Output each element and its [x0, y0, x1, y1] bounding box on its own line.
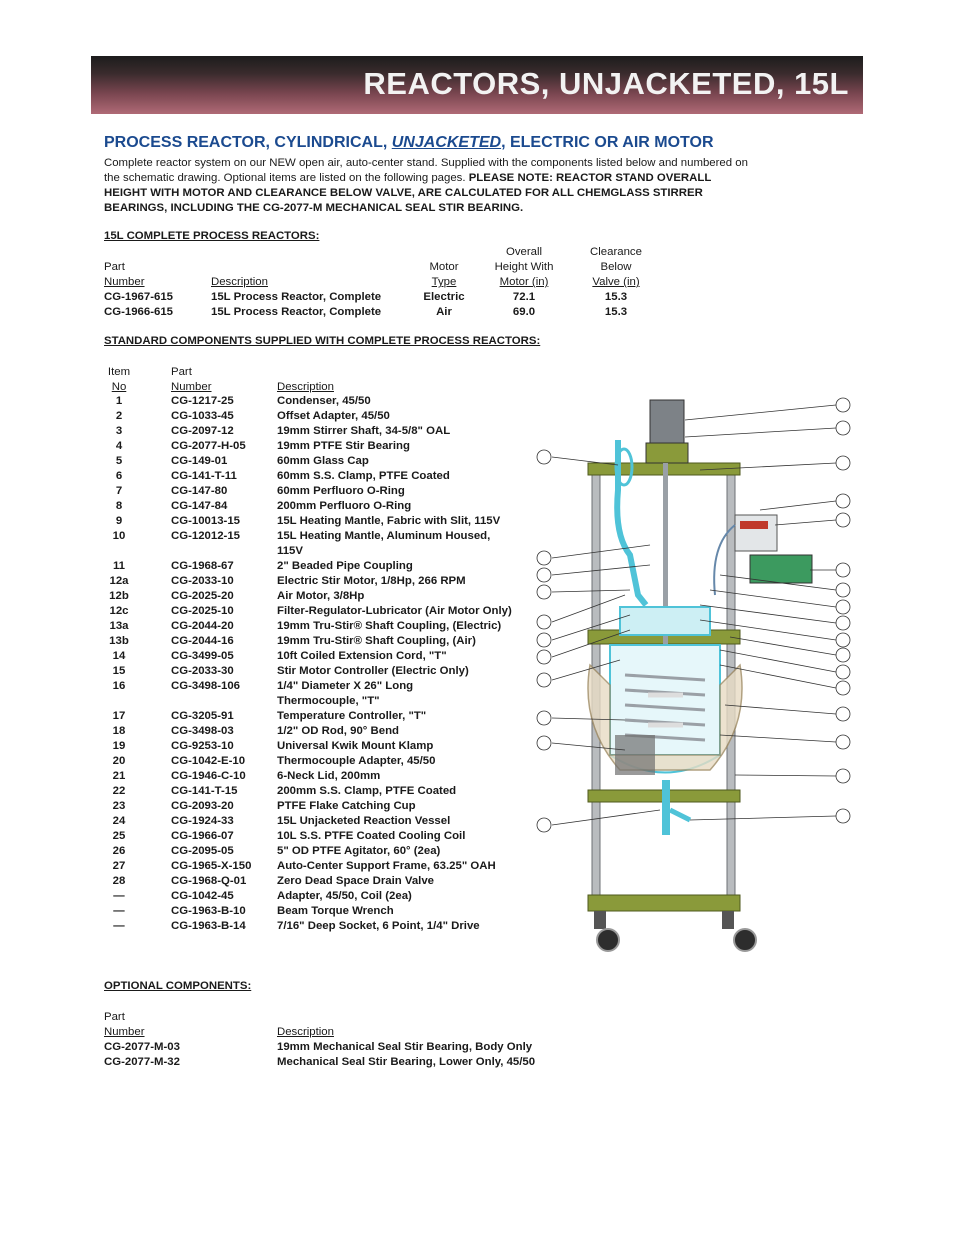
col-below-header: Below: [600, 261, 632, 273]
col-no-header: No: [111, 381, 127, 393]
part-number: CG-3498-03: [171, 725, 234, 737]
description: Offset Adapter, 45/50: [277, 410, 390, 422]
part-number: CG-1967-615: [104, 291, 174, 303]
item-number: —: [113, 920, 125, 932]
part-number: CG-147-80: [171, 485, 228, 497]
description: Auto-Center Support Frame, 63.25" OAH: [277, 860, 496, 872]
description: Mechanical Seal Stir Bearing, Lower Only, 45/50: [277, 1056, 536, 1068]
item-number: 13b: [109, 635, 129, 647]
overall-height: 69.0: [512, 306, 536, 318]
motor-type: Electric: [423, 291, 465, 303]
part-number: CG-2077-M-03: [104, 1041, 180, 1053]
item-number: 6: [115, 470, 123, 482]
item-number: 20: [112, 755, 126, 767]
complete-reactors-title: 15L COMPLETE PROCESS REACTORS:: [104, 230, 320, 242]
six-neck-lid: [620, 607, 710, 635]
part-number: CG-2033-30: [171, 665, 234, 677]
item-number: 24: [112, 815, 126, 827]
description: 1/4" Diameter X 26" Long: [277, 680, 414, 692]
intro-note: PLEASE NOTE: REACTOR STAND OVERALL HEIGHT WITH MOTOR AND CLEARANCE BELOW VALVE, ARE CALCULATED FOR ALL CHEMGLASS STIRRER BEARINGS, INCLUDING THE CG-2077-M MECHANICAL SEAL STIR BEARING.: [104, 172, 712, 214]
description: 60mm Glass Cap: [277, 455, 369, 467]
description: Universal Kwik Mount Klamp: [277, 740, 434, 752]
part-number: CG-1968-Q-01: [171, 875, 247, 887]
description: 200mm S.S. Clamp, PTFE Coated: [277, 785, 457, 797]
description: 1/2" OD Rod, 90° Bend: [277, 725, 399, 737]
col-clearance-header: Clearance: [590, 246, 642, 258]
col-part-header: Part: [104, 261, 125, 273]
description: 19mm Stirrer Shaft, 34-5/8" OAL: [277, 425, 451, 437]
description: Zero Dead Space Drain Valve: [277, 875, 435, 887]
description: 15L Process Reactor, Complete: [211, 306, 382, 318]
description: 200mm Perfluoro O-Ring: [277, 500, 412, 512]
item-number: 16: [112, 680, 126, 692]
part-number: CG-9253-10: [171, 740, 234, 752]
part-number: CG-2044-16: [171, 635, 234, 647]
item-number: 2: [115, 410, 123, 422]
caster-right-wheel: [734, 929, 756, 951]
item-number: 7: [115, 485, 123, 497]
part-number: CG-2077-M-32: [104, 1056, 180, 1068]
description: Stir Motor Controller (Electric Only): [277, 665, 469, 677]
standard-components-title: STANDARD COMPONENTS SUPPLIED WITH COMPLETE PROCESS REACTORS:: [104, 335, 541, 347]
description: 19mm PTFE Stir Bearing: [277, 440, 410, 452]
col-type-header: Type: [431, 276, 457, 288]
item-number: 9: [115, 515, 123, 527]
description: Beam Torque Wrench: [277, 905, 394, 917]
optional-components-title: OPTIONAL COMPONENTS:: [104, 980, 252, 992]
overall-height: 72.1: [512, 291, 536, 303]
intro-paragraph: [104, 156, 754, 216]
heading-post: , ELECTRIC OR AIR MOTOR: [501, 134, 714, 151]
item-number: 25: [112, 830, 126, 842]
part-number: CG-1924-33: [171, 815, 234, 827]
col-overall-header: Overall: [505, 246, 543, 258]
col-number-header: Number: [104, 1026, 145, 1038]
description: 2" Beaded Pipe Coupling: [277, 560, 413, 572]
item-number: —: [113, 890, 125, 902]
part-number: CG-1968-67: [171, 560, 234, 572]
part-number: CG-149-01: [171, 455, 228, 467]
part-number: CG-1966-615: [104, 306, 174, 318]
item-number: 21: [112, 770, 126, 782]
part-number: CG-3205-91: [171, 710, 234, 722]
part-number: CG-3499-05: [171, 650, 234, 662]
item-number: 27: [112, 860, 126, 872]
page-title: REACTORS, UNJACKETED, 15L: [363, 66, 849, 101]
caster-right-mount: [722, 911, 734, 929]
item-number: 8: [115, 500, 123, 512]
col-part-header: Part: [104, 1011, 125, 1023]
description: Temperature Controller, "T": [277, 710, 427, 722]
description: Air Motor, 3/8Hp: [277, 590, 365, 602]
item-number: 1: [115, 395, 123, 407]
item-number: 19: [112, 740, 126, 752]
temperature-controller: [735, 515, 777, 551]
part-number: CG-1217-25: [171, 395, 234, 407]
col-motor-header: Motor: [429, 261, 459, 273]
item-number: 14: [112, 650, 126, 662]
caster-left-wheel: [597, 929, 619, 951]
item-number: 26: [112, 845, 126, 857]
intro-text: Complete reactor system on our NEW open air, auto-center stand. Supplied with the components listed below and numbered on the schematic drawing. Optional items are listed on the following pages.: [104, 157, 748, 184]
part-number: CG-2093-20: [171, 800, 234, 812]
part-number: CG-2033-10: [171, 575, 234, 587]
item-number: 5: [115, 455, 123, 467]
item-number: —: [113, 905, 125, 917]
col-item-header: Item: [107, 366, 131, 378]
item-number: 22: [112, 785, 126, 797]
item-number: 4: [115, 440, 123, 452]
motor-type: Air: [436, 306, 452, 318]
frame-base-bar: [588, 895, 740, 911]
part-number: CG-1946-C-10: [171, 770, 246, 782]
part-number: CG-1042-E-10: [171, 755, 246, 767]
part-number: CG-2044-20: [171, 620, 234, 632]
reactor-schematic-diagram: [530, 395, 860, 960]
part-number: CG-141-T-15: [171, 785, 238, 797]
drain-valve: [662, 780, 670, 835]
clearance: 15.3: [604, 306, 628, 318]
col-description-header: Description: [211, 276, 268, 288]
part-number: CG-2025-20: [171, 590, 234, 602]
description-continued: Thermocouple, "T": [277, 695, 380, 707]
part-number: CG-2025-10: [171, 605, 234, 617]
description: 15L Process Reactor, Complete: [211, 291, 382, 303]
item-number: 17: [112, 710, 126, 722]
item-number: 13a: [109, 620, 129, 632]
part-number: CG-2077-H-05: [171, 440, 246, 452]
description: 19mm Tru-Stir® Shaft Coupling, (Electric): [277, 620, 502, 632]
part-number: CG-3498-106: [171, 680, 241, 692]
part-number: CG-147-84: [171, 500, 228, 512]
item-number: 12b: [109, 590, 129, 602]
item-number: 10: [112, 530, 126, 542]
description: Thermocouple Adapter, 45/50: [277, 755, 436, 767]
col-motor-in-header: Motor (in): [499, 276, 549, 288]
part-number: CG-1033-45: [171, 410, 234, 422]
item-number: 12c: [109, 605, 129, 617]
description: 60mm S.S. Clamp, PTFE Coated: [277, 470, 450, 482]
part-number: CG-10013-15: [171, 515, 241, 527]
section-heading: [104, 134, 714, 152]
item-number: 3: [115, 425, 123, 437]
description: 7/16" Deep Socket, 6 Point, 1/4" Drive: [277, 920, 480, 932]
col-part-header: Part: [171, 366, 192, 378]
col-number-header: Number: [104, 276, 145, 288]
description: Electric Stir Motor, 1/8Hp, 266 RPM: [277, 575, 466, 587]
description: 6-Neck Lid, 200mm: [277, 770, 381, 782]
part-number: CG-141-T-11: [171, 470, 237, 482]
stir-motor: [650, 400, 684, 445]
mantle-housing: [615, 735, 655, 775]
controller-display: [740, 521, 768, 529]
description: 19mm Mechanical Seal Stir Bearing, Body Only: [277, 1041, 533, 1053]
description: 10ft Coiled Extension Cord, "T": [277, 650, 447, 662]
part-number: CG-12012-15: [171, 530, 241, 542]
description: 15L Heating Mantle, Aluminum Housed,: [277, 530, 491, 542]
col-height-header: Height With: [494, 261, 554, 273]
drain-outlet: [670, 810, 690, 820]
stir-motor-controller: [750, 555, 812, 583]
part-number: CG-1963-B-14: [171, 920, 246, 932]
description: 19mm Tru-Stir® Shaft Coupling, (Air): [277, 635, 476, 647]
item-number: 11: [112, 560, 126, 572]
item-number: 15: [112, 665, 126, 677]
part-number: CG-1963-B-10: [171, 905, 246, 917]
item-number: 23: [112, 800, 126, 812]
description: 10L S.S. PTFE Coated Cooling Coil: [277, 830, 466, 842]
description: PTFE Flake Catching Cup: [277, 800, 416, 812]
part-number: CG-1965-X-150: [171, 860, 252, 872]
description: 5" OD PTFE Agitator, 60° (2ea): [277, 845, 441, 857]
col-number-header: Number: [171, 381, 212, 393]
description: 60mm Perfluoro O-Ring: [277, 485, 405, 497]
motor-mount: [646, 443, 688, 463]
col-valve-header: Valve (in): [592, 276, 640, 288]
clearance: 15.3: [604, 291, 628, 303]
item-number: 28: [112, 875, 126, 887]
heading-pre: PROCESS REACTOR, CYLINDRICAL,: [104, 134, 392, 151]
title-banner: [91, 56, 863, 114]
part-number: CG-1966-07: [171, 830, 234, 842]
description: Condenser, 45/50: [277, 395, 371, 407]
description: Filter-Regulator-Lubricator (Air Motor Only): [277, 605, 512, 617]
heading-emphasis: UNJACKETED: [391, 134, 502, 151]
part-number: CG-2095-05: [171, 845, 234, 857]
description: Adapter, 45/50, Coil (2ea): [277, 890, 412, 902]
description-continued: 115V: [277, 545, 303, 557]
item-number: 18: [112, 725, 126, 737]
part-number: CG-1042-45: [171, 890, 234, 902]
item-number: 12a: [109, 575, 129, 587]
description: 15L Unjacketed Reaction Vessel: [277, 815, 451, 827]
part-number: CG-2097-12: [171, 425, 234, 437]
caster-left-mount: [594, 911, 606, 929]
col-description-header: Description: [277, 1026, 334, 1038]
col-description-header: Description: [277, 381, 334, 393]
description: 15L Heating Mantle, Fabric with Slit, 115V: [277, 515, 501, 527]
